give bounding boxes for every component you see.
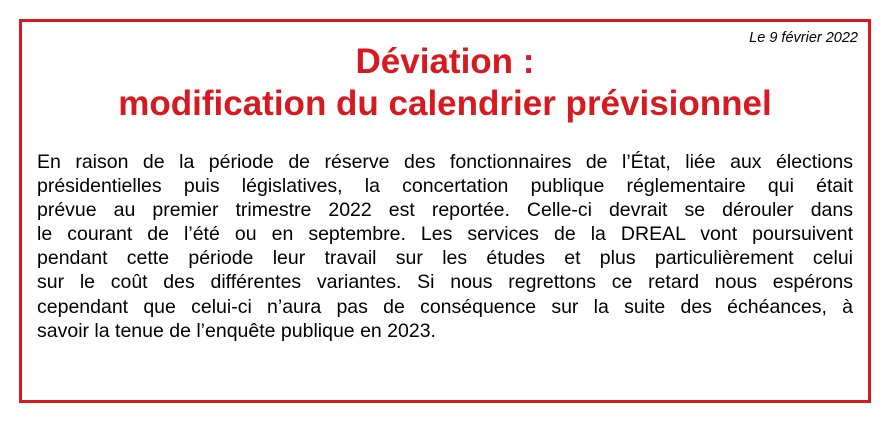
notice-body-line: cependant que celui-ci n’aura pas de conséquence sur la suite des échéances, à (37, 295, 853, 318)
notice-body-line: le courant de l’été ou en septembre. Les services de la DREAL vont poursuivent (37, 223, 853, 246)
notice-body-line: pendant cette période leur travail sur les études et plus particulièrement celui (37, 247, 853, 270)
notice-body-line: savoir la tenue de l’enquête publique en 2023. (37, 319, 436, 342)
notice-body-line: En raison de la période de réserve des fonctionnaires de l’État, liée aux élections (37, 151, 853, 173)
notice-title (22, 41, 868, 125)
notice-body-line: présidentielles puis législatives, la concertation publique réglementaire qui était (37, 175, 853, 198)
notice-body (37, 150, 853, 343)
notice-title-line-1: Déviation : (355, 42, 535, 81)
notice-body-line: prévue au premier trimestre 2022 est reportée. Celle-ci devrait se dérouler dans (37, 199, 853, 222)
notice-body-line: sur le coût des différentes variantes. Si nous regrettons ce retard nous espérons (37, 271, 853, 294)
notice-date: Le 9 février 2022 (749, 30, 858, 46)
notice-title-line-2: modification du calendrier prévisionnel (118, 84, 772, 123)
notice-frame (19, 19, 871, 403)
